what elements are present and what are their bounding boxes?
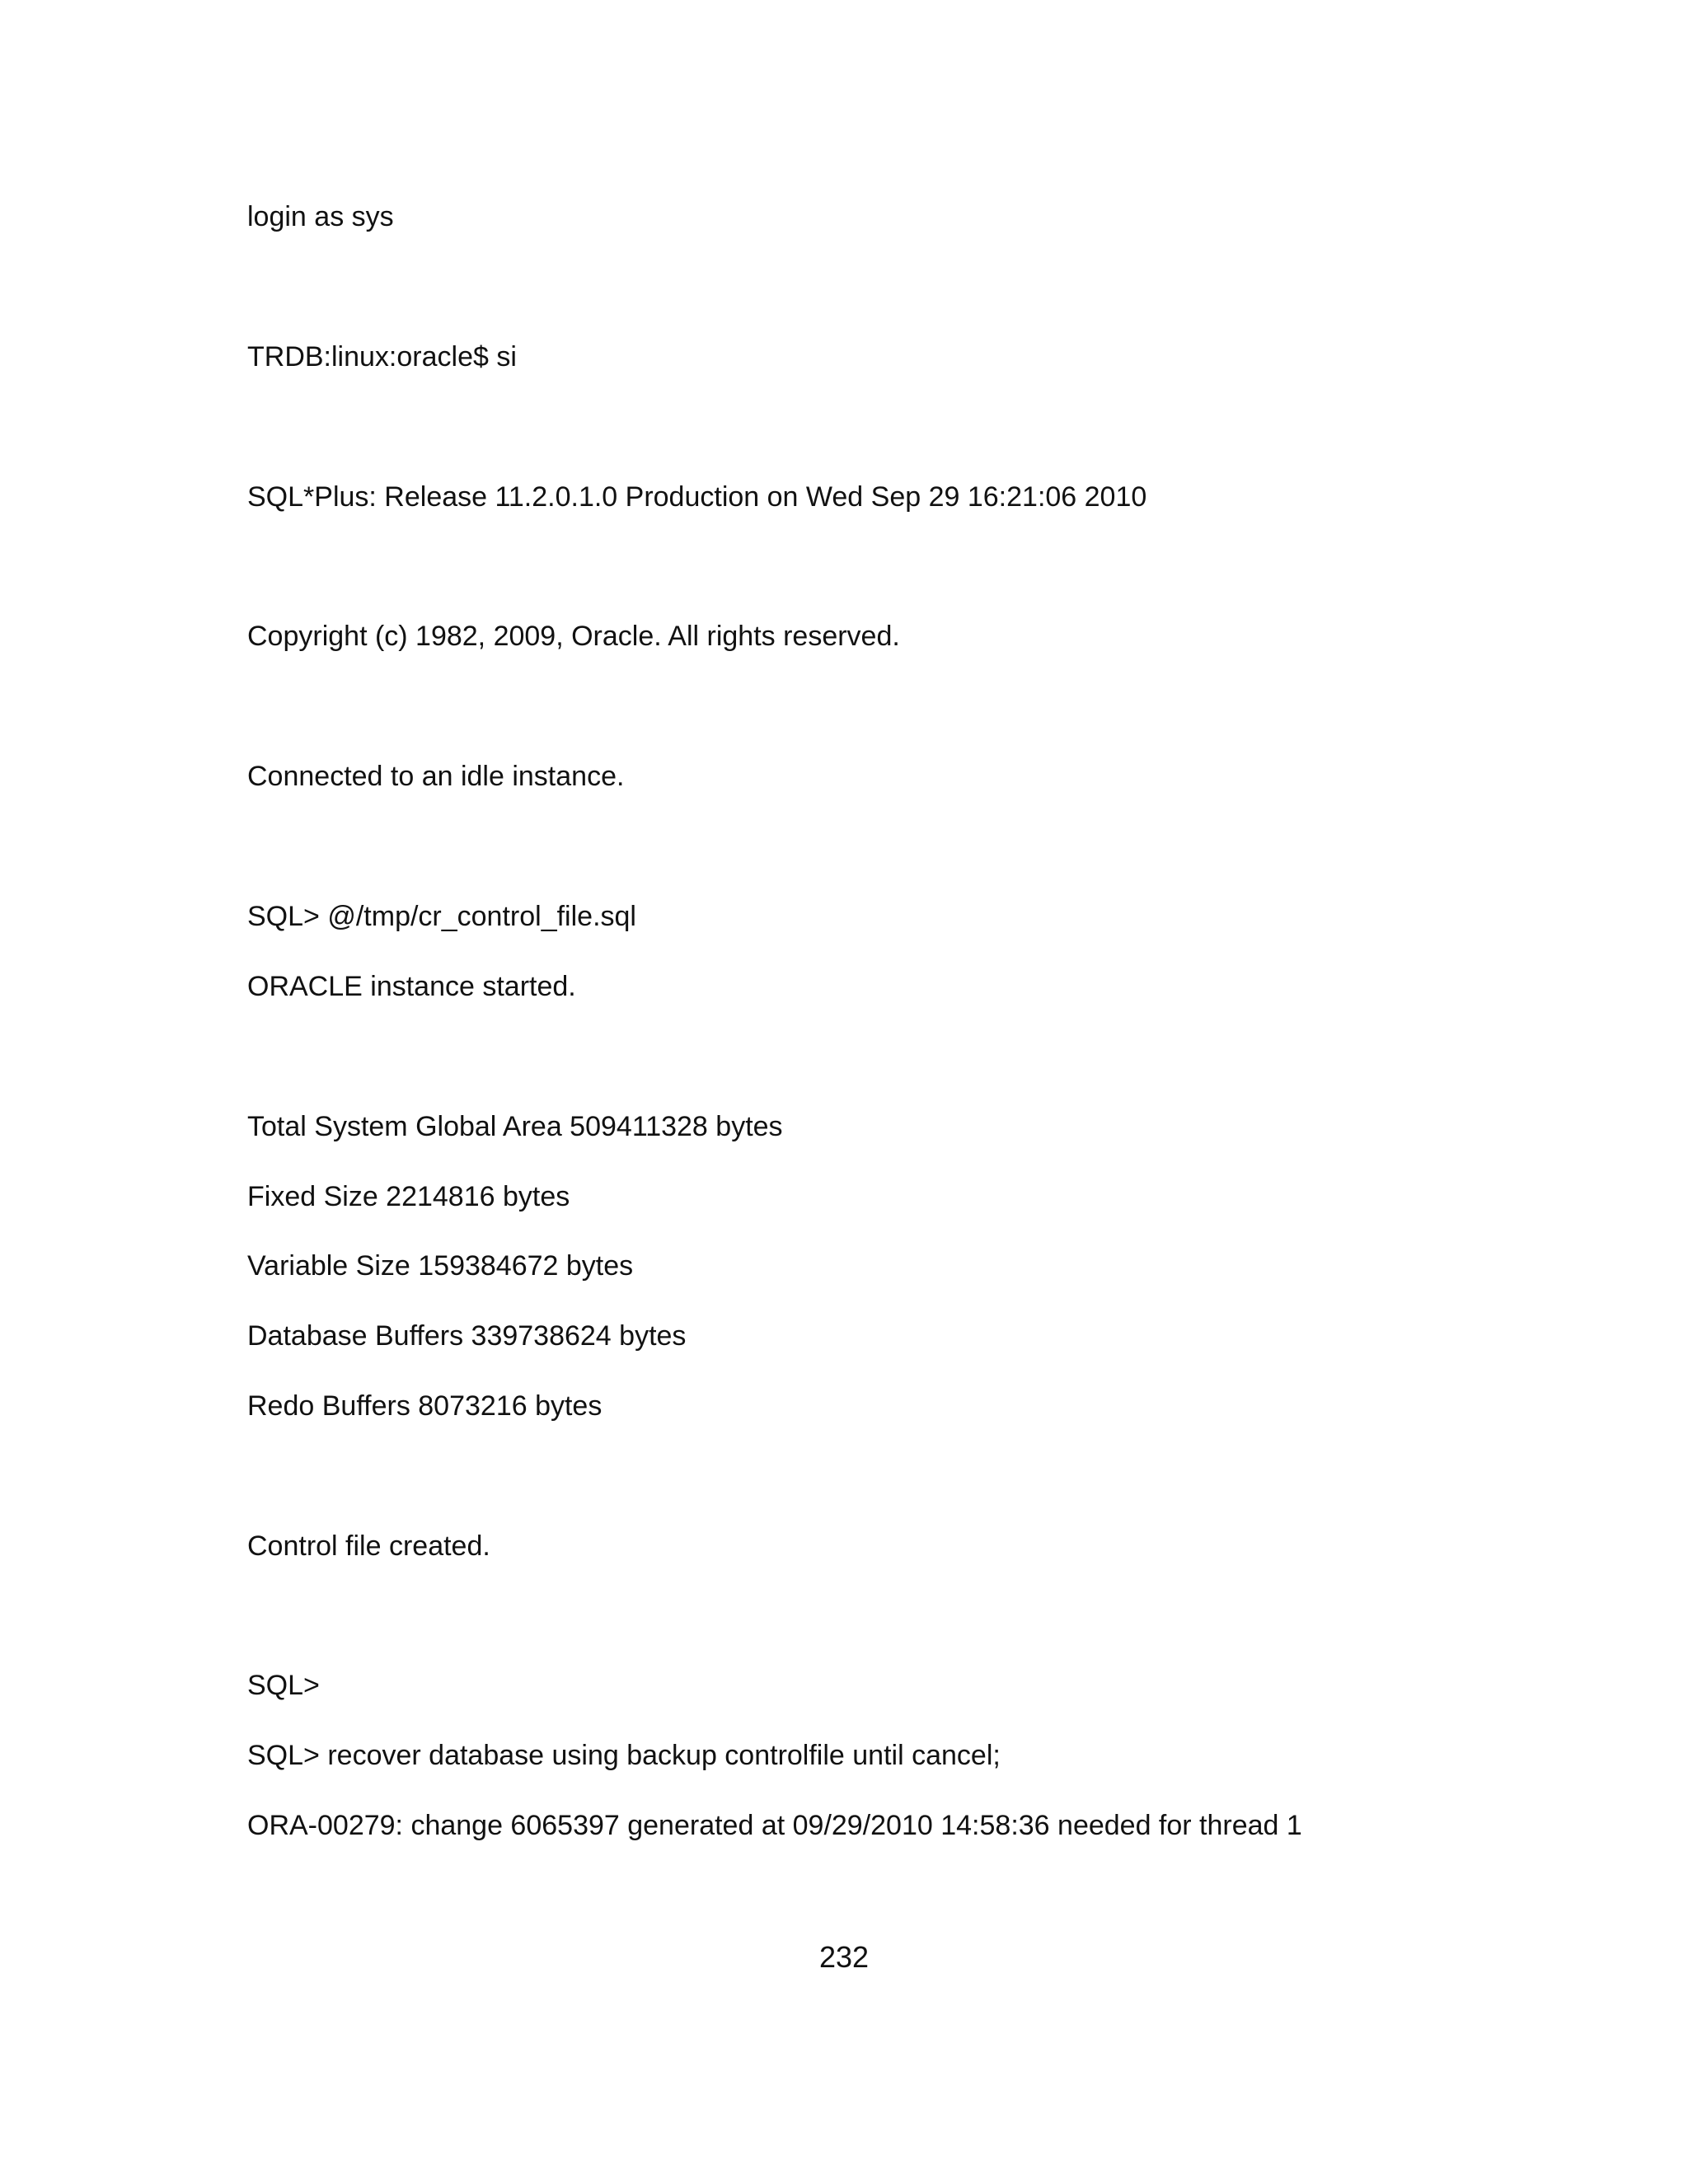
page-number: 232 [818,1940,870,1974]
text-line: login as sys [247,201,394,232]
text-line: Copyright (c) 1982, 2009, Oracle. All rights reserved. [247,621,900,652]
text-line: Total System Global Area 509411328 bytes [247,1111,783,1142]
text-line: SQL> @/tmp/cr_control_file.sql [247,901,636,932]
text-line: Fixed Size 2214816 bytes [247,1181,570,1212]
text-line: Control file created. [247,1530,490,1562]
text-line: SQL> [247,1670,320,1701]
text-line: ORACLE instance started. [247,971,576,1002]
text-line: Database Buffers 339738624 bytes [247,1320,687,1352]
text-line: TRDB:linux:oracle$ si [247,341,517,373]
text-line: Redo Buffers 8073216 bytes [247,1390,603,1422]
text-line: Variable Size 159384672 bytes [247,1250,634,1282]
text-line: SQL*Plus: Release 11.2.0.1.0 Production on Wed Sep 29 16:21:06 2010 [247,481,1147,513]
text-line: SQL> recover database using backup controlfile until cancel; [247,1740,1001,1771]
text-line: ORA-00279: change 6065397 generated at 09/29/2010 14:58:36 needed for thread 1 [247,1810,1302,1841]
text-line: Connected to an idle instance. [247,761,625,792]
